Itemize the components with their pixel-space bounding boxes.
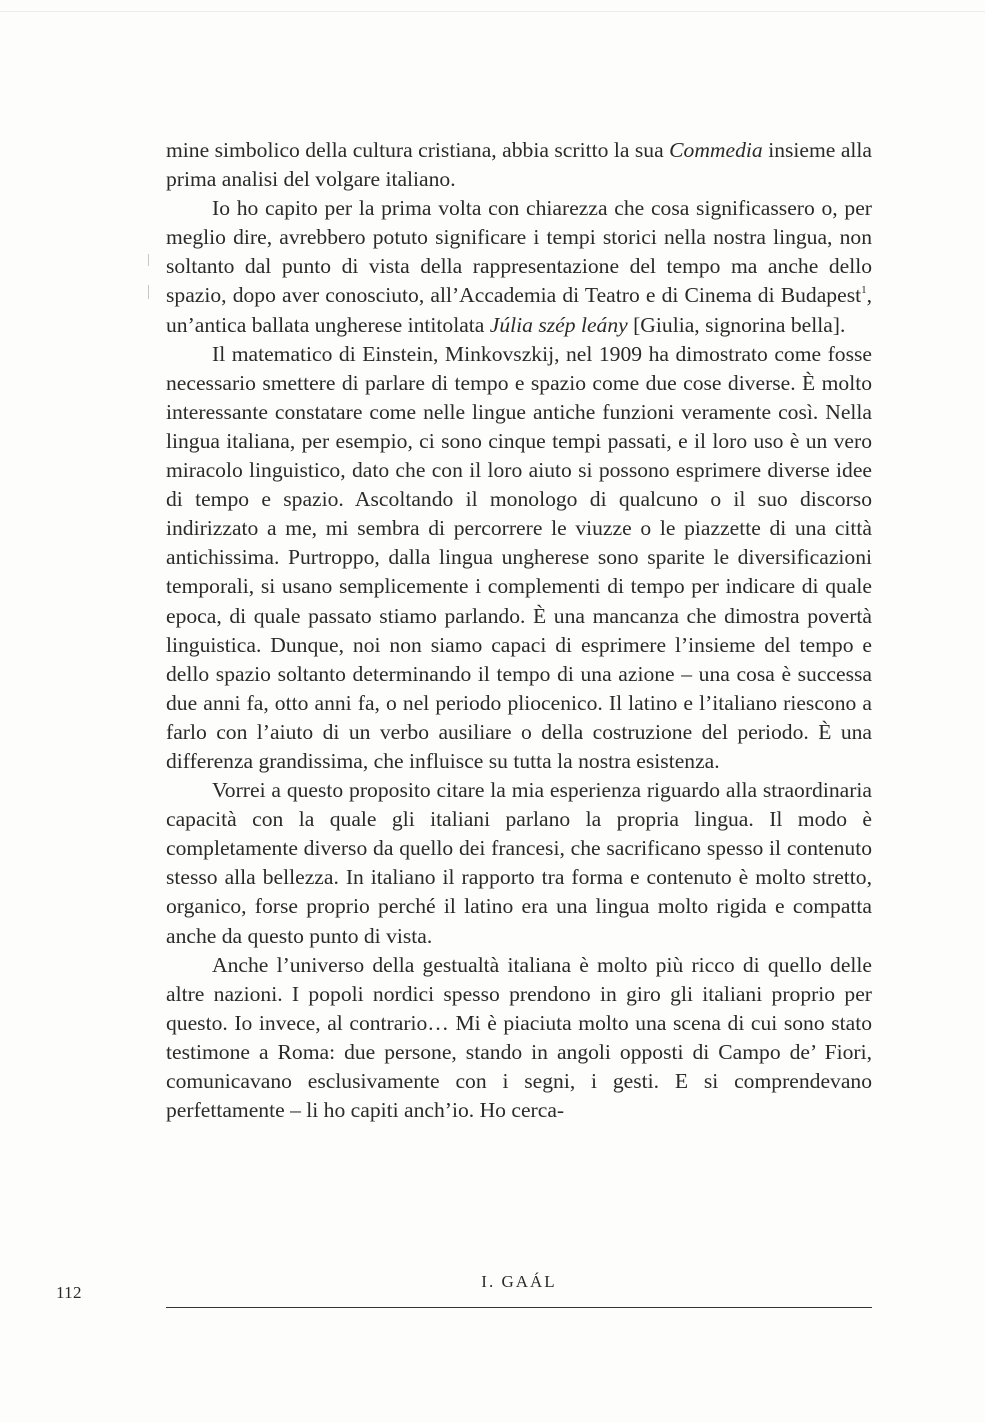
paragraph bbox=[166, 136, 872, 194]
running-head: I. GAÁL bbox=[481, 1272, 557, 1291]
footnote-ref: 1 bbox=[861, 284, 867, 297]
scan-top-edge bbox=[0, 11, 985, 12]
page-number: 112 bbox=[56, 1283, 82, 1302]
body-text bbox=[166, 136, 872, 1125]
paragraph bbox=[166, 776, 872, 951]
text-run: Io ho capito per la prima volta con chiarezza che cosa significassero o, per meglio dire, avrebbero potuto significare i tempi storici nella nostra lingua, non soltanto dal punto di vista della rappresentazione del tempo ma anche dello spazio, dopo aver conosciuto, all’Accademia di Teatro e di Cinema di Budapest bbox=[166, 196, 872, 308]
text-run: , un’antica ballata ungherese intitolata bbox=[166, 283, 872, 337]
footer-rule bbox=[166, 1307, 872, 1308]
text-run: [Giulia, signorina bella]. bbox=[627, 312, 846, 337]
text-run: Il matematico di Einstein, Minkovszkij, nel 1909 ha dimostrato come fosse necessario smettere di parlare di tempo e spazio come due cose diverse. È molto interessante constatare come nelle lingue antiche funzioni veramente così. Nella lingua italiana, per esempio, ci sono cinque tempi passati, e il loro uso è un vero miracolo linguistico, dato che con il loro aiuto si possono esprimere diverse idee di tempo e spazio. Ascoltando il monologo di qualcuno o il suo discorso indirizzato a me, mi sembra di percorrere le viuzze o le piazzette di una città antichissima. Purtroppo, dalla lingua ungherese sono sparite le diversificazioni temporali, si usano semplicemente i complementi di tempo per indicare di quale epoca, di quale passato stiamo parlando. È una mancanza che dimostra povertà linguistica. Dunque, noi non siamo capaci di esprimere l’insieme del tempo e dello spazio soltanto determinando il tempo di una azione – una cosa è successa due anni fa, otto anni fa, o nel periodo pliocenico. Il latino e l’italiano riescono a farlo con l’aiuto di un verbo ausiliare o della costruzione del periodo. È una differenza grandissima, che influisce su tutta la nostra esistenza. bbox=[166, 341, 872, 773]
margin-mark bbox=[148, 285, 149, 299]
paragraph bbox=[166, 951, 872, 1126]
paragraph bbox=[166, 194, 872, 339]
margin-mark bbox=[148, 254, 149, 266]
paragraph bbox=[166, 340, 872, 776]
text-run: insieme alla prima analisi del volgare italiano. bbox=[166, 138, 872, 192]
italic-title: Commedia bbox=[669, 138, 763, 162]
text-run: Vorrei a questo proposito citare la mia esperienza riguardo alla straordinaria capacità con la quale gli italiani parlano la propria lingua. Il modo è completamente diverso da quello dei francesi, che sacrificano spesso il contenuto stesso alla bellezza. In italiano il rapporto tra forma e contenuto è molto stretto, organico, forse proprio perché il latino era una lingua molto rigida e compatta anche da questo punto di vista. bbox=[166, 778, 872, 948]
italic-title: Júlia szép leány bbox=[489, 312, 628, 337]
text-run: mine simbolico della cultura cristiana, abbia scritto la sua bbox=[166, 138, 670, 162]
text-run: Anche l’universo della gestualtà italiana è molto più ricco di quello delle altre nazioni. I popoli nordici spesso prendono in giro gli italiani proprio per questo. Io invece, al contrario… Mi è piaciuta molto una scena di cui sono stato testimone a Roma: due persone, stando in angoli opposti di Campo de’ Fiori, comunicavano esclusivamente con i segni, i gesti. E si comprendevano perfettamente – li ho capiti anch’io. Ho cerca- bbox=[166, 952, 872, 1123]
